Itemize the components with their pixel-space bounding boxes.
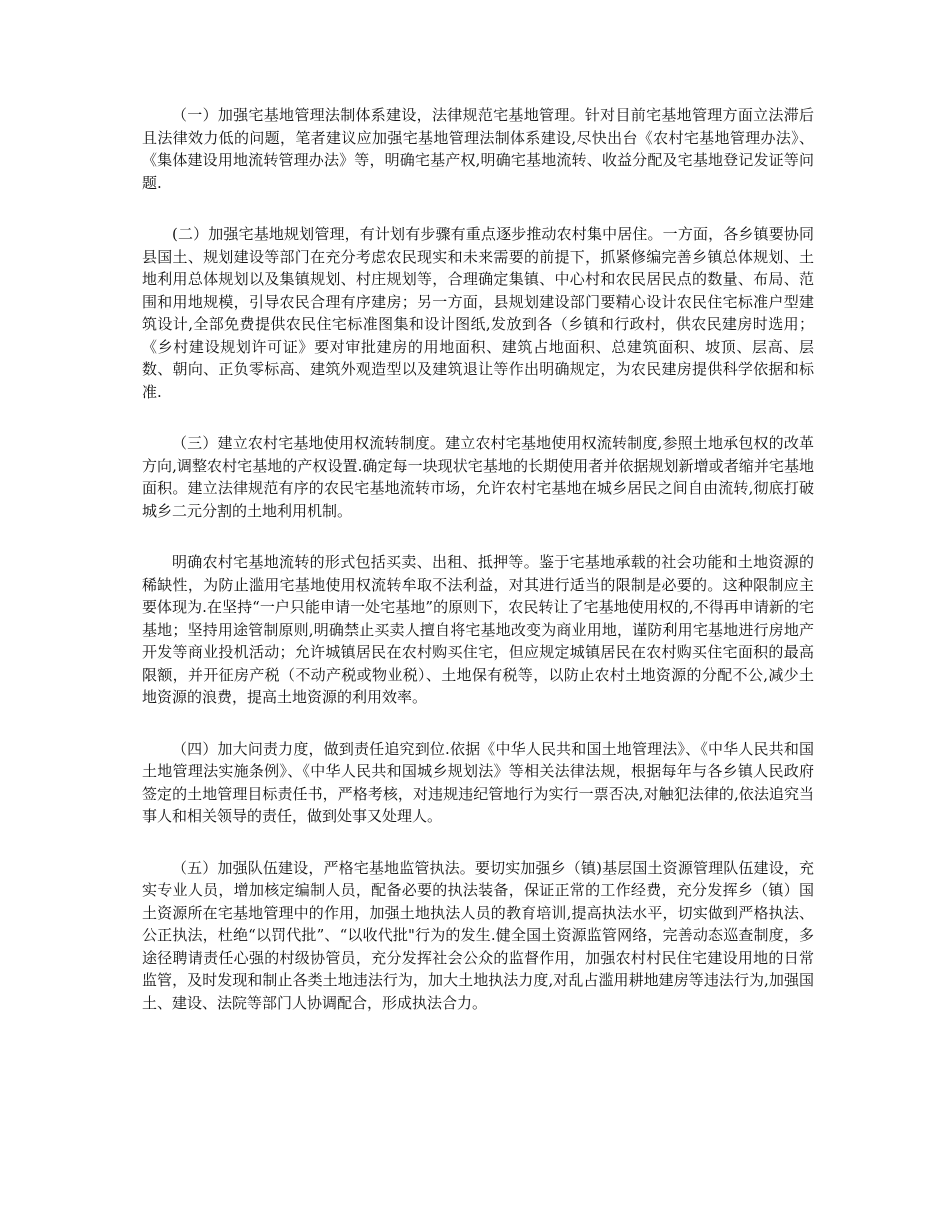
paragraph-3: （三）建立农村宅基地使用权流转制度。建立农村宅基地使用权流转制度,参照土地承包权的改革方向,调整农村宅基地的产权设置.确定每一块现状宅基地的长期使用者并依据规划新增或者缩并宅基地面积。建立法律规范有序的农民宅基地流转市场，允许农村宅基地在城乡居民之间自由流转,彻底打破城乡二元分割的土地利用机制。 <box>142 434 814 520</box>
document-body <box>142 104 814 1043</box>
paragraph-2: (二）加强宅基地规划管理，有计划有步骤有重点逐步推动农村集中居住。一方面，各乡镇要协同县国土、规划建设等部门在充分考虑农民现实和未来需要的前提下，抓紧修编完善乡镇总体规划、土地利用总体规划以及集镇规划、村庄规划等，合理确定集镇、中心村和农民居民点的数量、布局、范围和用地规模，引导农民合理有序建房；另一方面，县规划建设部门要精心设计农民住宅标准户型建筑设计,全部免费提供农民住宅标准图集和设计图纸,发放到各（乡镇和行政村，供农民建房时选用；《乡村建设规划许可证》要对审批建房的用地面积、建筑占地面积、总建筑面积、坡顶、层高、层数、朝向、正负零标高、建筑外观造型以及建筑退让等作出明确规定，为农民建房提供科学依据和标准. <box>142 225 814 401</box>
paragraph-5: （四）加大问责力度，做到责任追究到位.依据《中华人民共和国土地管理法》、《中华人民共和国土地管理法实施条例》、《中华人民共和国城乡规划法》等相关法律法规，根据每年与各乡镇人民政府签定的土地管理目标责任书，严格考核，对违规违纪管地行为实行一票否决,对触犯法律的,依法追究当事人和相关领导的责任，做到处事又处理人。 <box>142 739 814 825</box>
paragraph-6: （五）加强队伍建设，严格宅基地监管执法。要切实加强乡（镇)基层国土资源管理队伍建设，充实专业人员，增加核定编制人员，配备必要的执法装备，保证正常的工作经费，充分发挥乡（镇）国土资源所在宅基地管理中的作用，加强土地执法人员的教育培训,提高执法水平，切实做到严格执法、公正执法，杜绝“以罚代批”、“以收代批"行为的发生.健全国土资源监管网络，完善动态巡查制度，多途径聘请责任心强的村级协管员，充分发挥社会公众的监督作用，加强农村村民住宅建设用地的日常监管，及时发现和制止各类土地违法行为，加大土地执法力度,对乱占滥用耕地建房等违法行为,加强国土、建设、法院等部门人协调配合，形成执法合力。 <box>142 858 814 1012</box>
paragraph-4: 明确农村宅基地流转的形式包括买卖、出租、抵押等。鉴于宅基地承载的社会功能和土地资源的稀缺性，为防止滥用宅基地使用权流转牟取不法利益，对其进行适当的限制是必要的。这种限制应主要体现为.在坚持“一户只能申请一处宅基地”的原则下，农民转让了宅基地使用权的,不得再申请新的宅基地；坚持用途管制原则,明确禁止买卖人擅自将宅基地改变为商业用地，谨防利用宅基地进行房地产开发等商业投机活动；允许城镇居民在农村购买住宅，但应规定城镇居民在农村购买住宅面积的最高限额，并开征房产税（不动产税或物业税）、土地保有税等，以防止农村土地资源的分配不公,减少土地资源的浪费，提高土地资源的利用效率。 <box>142 553 814 706</box>
paragraph-1: （一）加强宅基地管理法制体系建设，法律规范宅基地管理。针对目前宅基地管理方面立法滞后且法律效力低的问题，笔者建议应加强宅基地管理法制体系建设,尽快出台《农村宅基地管理办法》、《集体建设用地流转管理办法》等，明确宅基产权,明确宅基地流转、收益分配及宅基地登记发证等问题. <box>142 106 814 192</box>
